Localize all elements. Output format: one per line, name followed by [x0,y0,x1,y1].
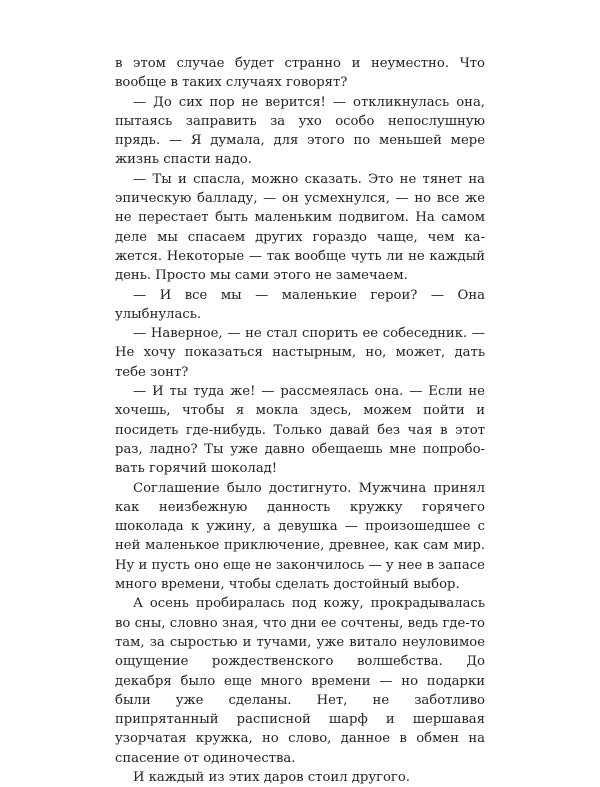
paragraph-8: А осень пробиралась под кожу, прокрадывалась во сны, словно зная, что дни ее сочтены, ведь где-то там, за сыростью и тучами, уже витало неуловимое ощущение рождественского волшебства. До декабря было еще много времени — но подарки были уже сделаны. Нет, не заботливо припрятанный расписной шарф и шершавая узорчатая кружка, но слово, данное в обмен на спасение от одиночества. [115,596,485,766]
paragraph-7: Соглашение было достигнуто. Мужчина принял как неизбежную данность кружку горячего шоколада к ужину, а девушка — произошедшее с ней маленькое приключение, древнее, как сам мир. Ну и пусть оно еще не закончилось — у нее в запасе много времени, чтобы сделать достойный выбор. [115,480,485,593]
paragraph-4: — И все мы — маленькие герои? — Она улыбнулась. [115,287,485,322]
page-body-text [115,54,485,787]
paragraph-1: в этом случае будет странно и неуместно. Что вообще в таких случаях говорят? [115,56,485,91]
paragraph-6: — И ты туда же! — рассмеялась она. — Если не хочешь, чтобы я мокла здесь, можем пойти и посидеть где-нибудь. Только давай без чая в этот раз, ладно? Ты уже давно обещаешь мне попробовать горячий шоколад! [115,384,485,477]
paragraph-2: — До сих пор не верится! — откликнулась она, пытаясь заправить за ухо особо непослушную прядь. — Я думала, для этого по меньшей мере жизнь спасти надо. [115,94,485,168]
paragraph-3: — Ты и спасла, можно сказать. Это не тянет на эпическую балладу, — он усмехнулся, — но все же не перестает быть маленьким подвигом. На самом деле мы спасаем других гораздо чаще, чем кажется. Некоторые — так вообще чуть ли не каждый день. Просто мы сами этого не замечаем. [115,171,485,284]
paragraph-5: — Наверное, — не стал спорить ее собеседник. — Не хочу показаться настырным, но, может, дать тебе зонт? [115,326,485,380]
paragraph-9: И каждый из этих даров стоил другого. [133,769,410,785]
